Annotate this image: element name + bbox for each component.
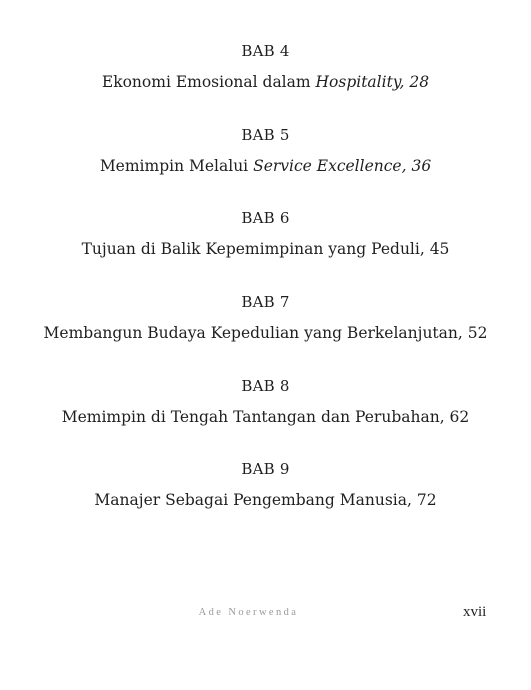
chapter-label: BAB 6 [241, 209, 290, 227]
toc-entry-bab-9[interactable] [0, 460, 531, 510]
page-number: xvii [463, 604, 487, 620]
toc-entry-bab-4[interactable] [0, 42, 531, 92]
chapter-title: Membangun Budaya Kepedulian yang Berkelanjutan, 52 [43, 324, 488, 342]
chapter-title: Memimpin di Tengah Tantangan dan Perubahan, 62 [61, 408, 470, 426]
toc-entry-bab-8[interactable] [0, 377, 531, 427]
chapter-title [0, 73, 531, 92]
toc-entry-bab-6[interactable] [0, 209, 531, 259]
chapter-title: Tujuan di Balik Kepemimpinan yang Peduli, 45 [81, 240, 450, 258]
chapter-title [0, 157, 531, 176]
chapter-title: Manajer Sebagai Pengembang Manusia, 72 [94, 491, 437, 509]
chapter-label: BAB 8 [241, 377, 290, 395]
chapter-label: BAB 9 [241, 460, 290, 478]
chapter-label: BAB 4 [241, 42, 290, 60]
chapter-title-text: Ekonomi Emosional dalam [101, 73, 316, 91]
chapter-title-italic: Service Excellence, 36 [253, 157, 432, 175]
toc-entry-bab-7[interactable] [0, 293, 531, 343]
chapter-label: BAB 7 [241, 293, 290, 311]
chapter-title-text: Memimpin Melalui [99, 157, 254, 175]
chapter-label: BAB 5 [241, 126, 290, 144]
footer-author: Ade Noerwenda [198, 607, 299, 618]
toc-entry-bab-5[interactable] [0, 126, 531, 176]
chapter-title-italic: Hospitality, 28 [315, 73, 430, 91]
